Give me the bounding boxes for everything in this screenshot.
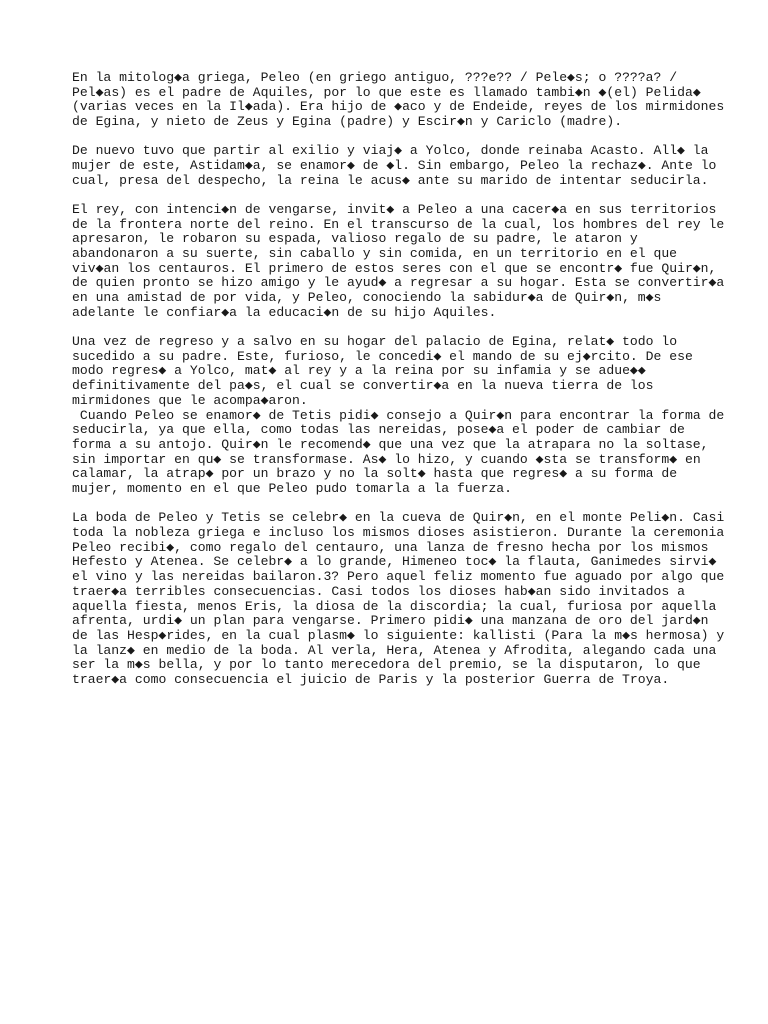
text-line: Peleo recibi◆, como regalo del centauro, una lanza de fresno hecha por los mismos [72,539,709,555]
text-line: adelante le confiar◆a la educaci◆n de su hijo Aquiles. [72,304,497,320]
text-line: Pel◆as) es el padre de Aquiles, por lo que este es llamado tambi◆n ◆(el) Pelida◆ [72,84,701,100]
text-line: sin importar en qu◆ se transformase. As◆ lo hizo, y cuando ◆sta se transform◆ en [72,451,701,467]
text-line: de la frontera norte del reino. En el transcurso de la cual, los hombres del rey le [72,216,725,232]
text-line: En la mitolog◆a griega, Peleo (en griego antiguo, ???e?? / Pele◆s; o ????a? / [72,70,678,85]
text-line: traer◆a como consecuencia el juicio de Paris y la posterior Guerra de Troya. [72,672,670,688]
text-line: viv◆an los centauros. El primero de estos seres con el que se encontr◆ fue Quir◆n, [72,260,717,276]
text-line: El rey, con intenci◆n de vengarse, invit◆ a Peleo a una cacer◆a en sus territorios [72,201,717,217]
text-line: mujer de este, Astidam◆a, se enamor◆ de ◆l. Sin embargo, Peleo la rechaz◆. Ante lo [72,158,717,174]
paragraph-3 [72,201,725,321]
text-line: apresaron, le robaron su espada, valioso regalo de su padre, le ataron y [72,231,638,247]
text-line: modo regres◆ a Yolco, mat◆ al rey y a la reina por su infamia y se adue◆◆ [72,363,646,379]
text-line: forma a su antojo. Quir◆n le recomend◆ que una vez que la atrapara no la soltase, [72,436,709,452]
text-line: en una amistad de por vida, y Peleo, conociendo la sabidur◆a de Quir◆n, m◆s [72,290,662,306]
text-line: abandonaron a su suerte, sin caballo y sin comida, en un territorio en el que [72,246,678,262]
text-line: mujer, momento en el que Peleo pudo tomarla a la fuerza. [72,481,513,497]
text-line: calamar, la atrap◆ por un brazo y no la solt◆ hasta que regres◆ a su forma de [72,466,678,482]
paragraph-4 [72,334,725,497]
text-line: de Egina, y nieto de Zeus y Egina (padre) y Escir◆n y Cariclo (madre). [72,114,623,130]
text-line: ser la m◆s bella, y por lo tanto merecedora del premio, se la disputaron, lo que [72,657,701,673]
text-line: el vino y las nereidas bailaron.3? Pero aquel feliz momento fue aguado por algo que [72,569,725,585]
text-line: seducirla, ya que ella, como todas las nereidas, pose◆a el poder de cambiar de [72,422,685,438]
text-line: (varias veces en la Il◆ada). Era hijo de ◆aco y de Endeide, reyes de los mirmidones [72,99,725,115]
paragraph-1 [72,70,725,130]
text-line: Una vez de regreso y a salvo en su hogar del palacio de Egina, relat◆ todo lo [72,334,678,350]
text-line: de quien pronto se hizo amigo y le ayud◆ a regresar a su hogar. Esta se convertir◆a [72,275,725,291]
text-line: Hefesto y Atenea. Se celebr◆ a lo grande, Himeneo toc◆ la flauta, Ganimedes sirvi◆ [72,554,717,570]
text-line: afrenta, urdi◆ un plan para vengarse. Primero pidi◆ una manzana de oro del jard◆n [72,613,709,629]
text-line: cual, presa del despecho, la reina le acus◆ ante su marido de intentar seducirla. [72,172,709,188]
document-page [72,70,725,688]
text-line: aquella fiesta, menos Eris, la diosa de la discordia; la cual, furiosa por aquella [72,598,717,614]
text-line: De nuevo tuvo que partir al exilio y viaj◆ a Yolco, donde reinaba Acasto. All◆ la [72,143,709,159]
paragraph-2 [72,143,717,188]
text-line: definitivamente del pa◆s, el cual se convertir◆a en la nueva tierra de los [72,378,654,394]
text-line: Cuando Peleo se enamor◆ de Tetis pidi◆ consejo a Quir◆n para encontrar la forma de [72,407,725,423]
text-line: traer◆a terribles consecuencias. Casi todos los dioses hab◆an sido invitados a [72,583,685,599]
text-line: la lanz◆ en medio de la boda. Al verla, Hera, Atenea y Afrodita, alegando cada una [72,642,717,658]
text-line: La boda de Peleo y Tetis se celebr◆ en la cueva de Quir◆n, en el monte Peli◆n. Casi [72,510,725,526]
paragraph-5 [72,510,725,688]
text-line: toda la nobleza griega e incluso los mismos dioses asistieron. Durante la ceremonia [72,524,725,540]
text-line: de las Hesp◆rides, en la cual plasm◆ lo siguiente: kallisti (Para la m◆s hermosa) y [72,627,725,643]
text-line: mirmidones que le acompa◆aron. [72,392,308,408]
text-line: sucedido a su padre. Este, furioso, le concedi◆ el mando de su ej◆rcito. De ese [72,348,693,364]
